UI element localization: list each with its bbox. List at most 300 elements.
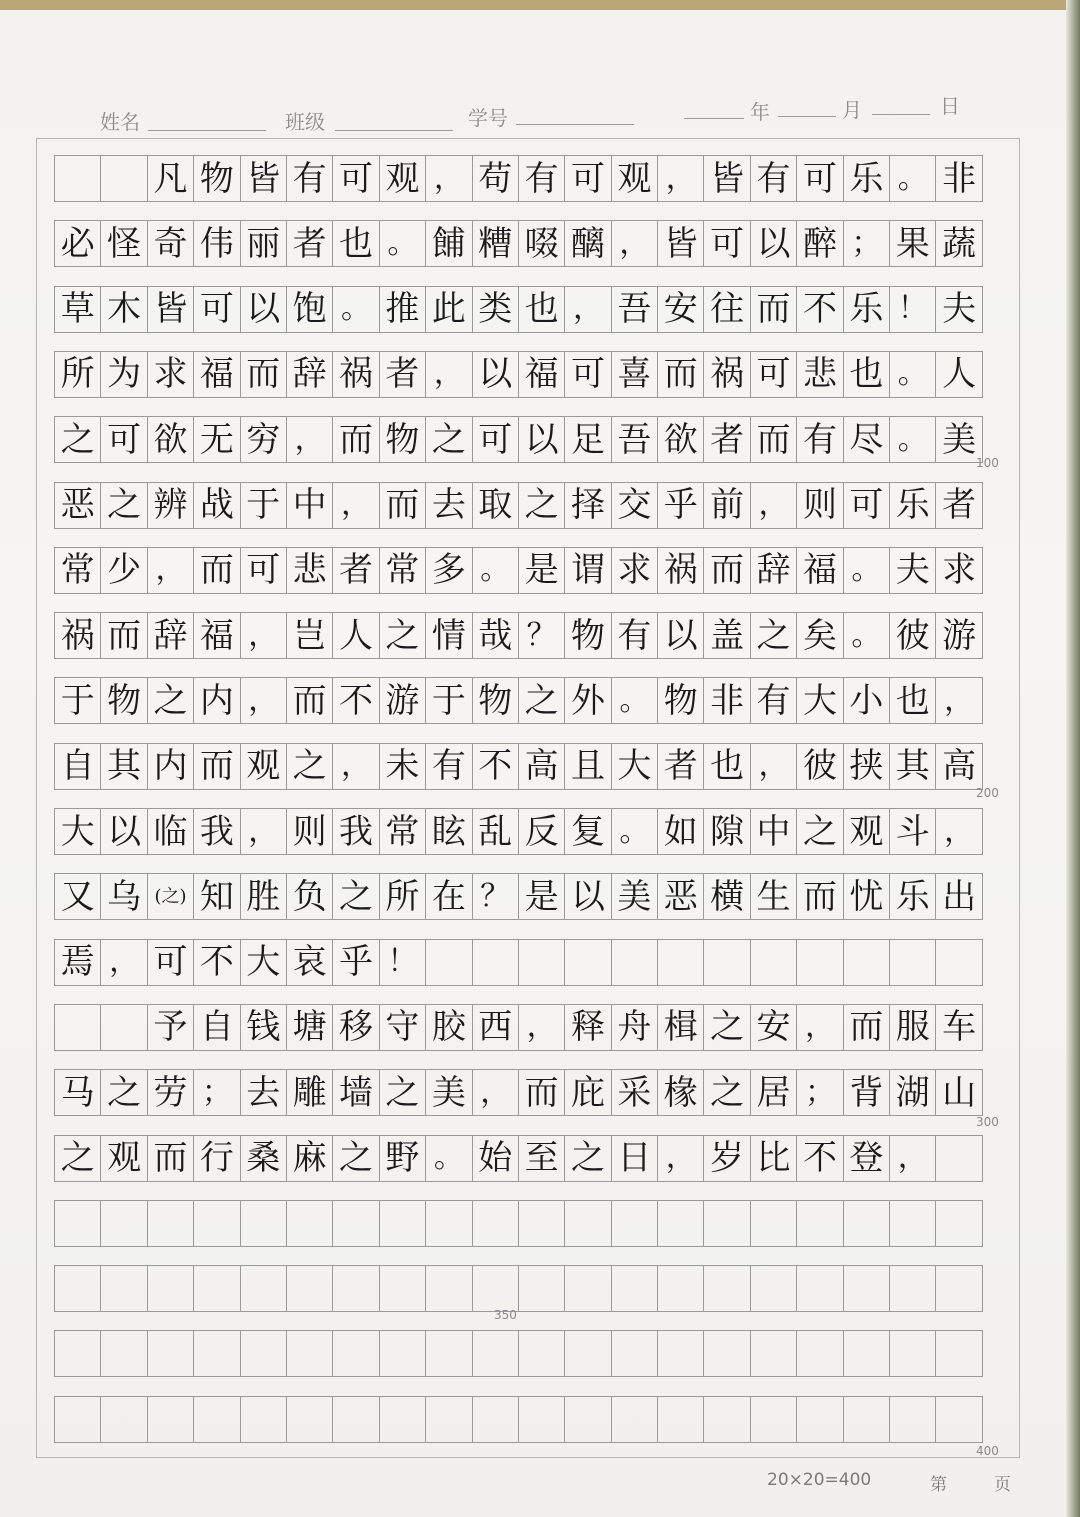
grid-cell: 夫 [935, 286, 982, 333]
grid-cell [286, 1265, 333, 1312]
grid-cell: 辞 [750, 547, 797, 594]
grid-cell: 福 [193, 351, 240, 398]
grid-cell: 者 [703, 416, 750, 463]
grid-cell: 。 [889, 351, 936, 398]
grid-cell: 高 [935, 743, 982, 790]
grid-cell [750, 1200, 797, 1247]
grid-cell: 可 [193, 286, 240, 333]
day-field-line [872, 114, 930, 115]
grid-cell: 乐 [843, 286, 890, 333]
grid-cell: 而 [147, 1135, 194, 1182]
grid-cell: 守 [379, 1004, 426, 1051]
grid-cell: 之 [518, 482, 565, 529]
grid-cell [100, 1330, 147, 1377]
grid-cell [472, 1396, 519, 1443]
grid-cell: 去 [240, 1069, 287, 1116]
grid-cell: 祸 [54, 612, 101, 659]
grid-cell: ， [240, 612, 287, 659]
grid-cell: 苟 [472, 155, 519, 202]
grid-cell: 内 [147, 743, 194, 790]
grid-cell [657, 1396, 704, 1443]
grid-cell: 。 [843, 612, 890, 659]
grid-cell: 可 [703, 220, 750, 267]
grid-cell: 之 [564, 1135, 611, 1182]
grid-cell: 吾 [611, 416, 658, 463]
grid-cell [147, 1330, 194, 1377]
grid-cell: ！ [379, 939, 426, 986]
student-id-field-line [516, 124, 634, 125]
grid-cell: 居 [750, 1069, 797, 1116]
grid-row [54, 1135, 1002, 1182]
grid-cell: 有 [796, 416, 843, 463]
grid-cell: 小 [843, 677, 890, 724]
grid-cell [518, 1200, 565, 1247]
grid-cell: 而 [100, 612, 147, 659]
grid-cell [796, 1200, 843, 1247]
grid-cell: 可 [100, 416, 147, 463]
grid-cell: 比 [750, 1135, 797, 1182]
grid-cell: 乎 [332, 939, 379, 986]
grid-cell: 物 [379, 416, 426, 463]
grid-cell: 观 [843, 808, 890, 855]
grid-cell: 大 [240, 939, 287, 986]
grid-cell [889, 1200, 936, 1247]
name-field-line [148, 130, 266, 131]
grid-cell [703, 1265, 750, 1312]
grid-cell: 而 [240, 351, 287, 398]
grid-cell: 福 [518, 351, 565, 398]
grid-cell: 横 [703, 873, 750, 920]
grid-cell: (之) [147, 873, 194, 920]
grid-cell: 物 [564, 612, 611, 659]
page-prefix: 第 [930, 1475, 947, 1495]
grid-cell: 岁 [703, 1135, 750, 1182]
grid-cell [843, 1330, 890, 1377]
grid-cell: 战 [193, 482, 240, 529]
grid-cell: 自 [54, 743, 101, 790]
grid-cell: 有 [750, 155, 797, 202]
grid-cell: 登 [843, 1135, 890, 1182]
grid-cell: 悲 [286, 547, 333, 594]
grid-cell: 餔 [425, 220, 472, 267]
grid-cell [564, 1265, 611, 1312]
grid-cell: 蔬 [935, 220, 982, 267]
grid-cell [889, 1396, 936, 1443]
grid-cell [935, 1135, 982, 1182]
grid-cell [564, 1396, 611, 1443]
grid-cell: 夫 [889, 547, 936, 594]
grid-cell: 是 [518, 547, 565, 594]
grid-cell: 雕 [286, 1069, 333, 1116]
grid-cell: 日 [611, 1135, 658, 1182]
grid-cell: ， [240, 677, 287, 724]
grid-cell [889, 939, 936, 986]
day-label: 日 [940, 94, 960, 118]
grid-cell [935, 1330, 982, 1377]
grid-cell: 推 [379, 286, 426, 333]
class-field-line [335, 130, 453, 131]
grid-cell: 啜 [518, 220, 565, 267]
grid-cell: 者 [657, 743, 704, 790]
grid-cell [472, 1330, 519, 1377]
grid-cell: 如 [657, 808, 704, 855]
grid-cell: 乐 [889, 873, 936, 920]
grid-cell [843, 1200, 890, 1247]
grid-cell: 负 [286, 873, 333, 920]
grid-cell: 草 [54, 286, 101, 333]
grid-row [54, 612, 1002, 659]
grid-cell: 恶 [54, 482, 101, 529]
grid-cell: 。 [889, 155, 936, 202]
grid-cell: 。 [425, 1135, 472, 1182]
grid-cell: ？ [518, 612, 565, 659]
grid-cell: 穷 [240, 416, 287, 463]
grid-cell [147, 1396, 194, 1443]
grid-cell [611, 1330, 658, 1377]
grid-cell [54, 155, 101, 202]
grid-cell: 以 [472, 351, 519, 398]
grid-cell: 安 [657, 286, 704, 333]
grid-cell: 游 [379, 677, 426, 724]
grid-cell: 果 [889, 220, 936, 267]
grid-cell: 欲 [657, 416, 704, 463]
grid-cell: ， [611, 220, 658, 267]
grid-cell: 于 [240, 482, 287, 529]
grid-cell [425, 1396, 472, 1443]
grid-cell: 未 [379, 743, 426, 790]
grid-cell [750, 1330, 797, 1377]
grid-cell: 而 [703, 547, 750, 594]
grid-cell: 祸 [657, 547, 704, 594]
grid-cell: 而 [518, 1069, 565, 1116]
counter-100: 100 [976, 456, 999, 470]
grid-cell: 不 [472, 743, 519, 790]
grid-cell: 常 [379, 808, 426, 855]
grid-cell: ， [935, 677, 982, 724]
grid-cell [425, 1265, 472, 1312]
grid-cell [657, 1330, 704, 1377]
grid-cell: 人 [935, 351, 982, 398]
grid-cell [703, 939, 750, 986]
grid-cell: 皆 [240, 155, 287, 202]
grid-cell [796, 1330, 843, 1377]
grid-cell: 糟 [472, 220, 519, 267]
year-label: 年 [750, 100, 770, 124]
grid-cell: 其 [100, 743, 147, 790]
grid-cell: 可 [564, 351, 611, 398]
grid-cell: 乌 [100, 873, 147, 920]
grid-cell: 谓 [564, 547, 611, 594]
grid-cell [472, 1265, 519, 1312]
grid-cell: 大 [54, 808, 101, 855]
grid-cell: 观 [240, 743, 287, 790]
grid-cell [54, 1265, 101, 1312]
grid-cell [193, 1396, 240, 1443]
grid-cell: 西 [472, 1004, 519, 1051]
grid-cell: 不 [332, 677, 379, 724]
grid-cell: 恶 [657, 873, 704, 920]
grid-cell [843, 1396, 890, 1443]
grid-cell: 而 [332, 416, 379, 463]
grid-cell: 以 [240, 286, 287, 333]
grid-row [54, 808, 1002, 855]
grid-row [54, 416, 1002, 463]
grid-cell: 可 [240, 547, 287, 594]
grid-cell [611, 1265, 658, 1312]
grid-cell [54, 1004, 101, 1051]
grid-cell [935, 1200, 982, 1247]
grid-cell: 之 [100, 482, 147, 529]
grid-cell: 必 [54, 220, 101, 267]
grid-cell: 胶 [425, 1004, 472, 1051]
grid-cell: 之 [425, 416, 472, 463]
grid-frame [36, 138, 1020, 1458]
grid-cell: 类 [472, 286, 519, 333]
grid-cell: 去 [425, 482, 472, 529]
grid-cell: 且 [564, 743, 611, 790]
grid-cell [518, 939, 565, 986]
grid-cell: 生 [750, 873, 797, 920]
grid-cell: ， [889, 1135, 936, 1182]
grid-cell: 。 [379, 220, 426, 267]
grid-cell: 求 [611, 547, 658, 594]
grid-cell: 之 [518, 677, 565, 724]
class-label: 班级 [285, 110, 325, 134]
grid-cell: ， [518, 1004, 565, 1051]
grid-cell [657, 1200, 704, 1247]
grid-cell: 常 [379, 547, 426, 594]
grid-cell: 物 [657, 677, 704, 724]
grid-cell: ！ [889, 286, 936, 333]
grid-cell: 高 [518, 743, 565, 790]
grid-cell [286, 1330, 333, 1377]
grid-cell: 湖 [889, 1069, 936, 1116]
grid-cell [240, 1265, 287, 1312]
grid-cell [564, 1200, 611, 1247]
grid-cell: 吾 [611, 286, 658, 333]
grid-cell [100, 1396, 147, 1443]
grid-row [54, 155, 1002, 202]
grid-cell: 有 [750, 677, 797, 724]
grid-cell: 前 [703, 482, 750, 529]
grid-cell: 皆 [703, 155, 750, 202]
grid-cell: 彼 [889, 612, 936, 659]
grid-cell: 采 [611, 1069, 658, 1116]
grid-cell: 此 [425, 286, 472, 333]
grid-cell: ； [193, 1069, 240, 1116]
grid-cell: 有 [425, 743, 472, 790]
grid-cell [472, 1200, 519, 1247]
grid-cell: ， [472, 1069, 519, 1116]
counter-300: 300 [976, 1115, 999, 1129]
grid-row [54, 873, 1002, 920]
grid-cell: 醉 [796, 220, 843, 267]
grid-cell [796, 1396, 843, 1443]
grid-cell: ， [796, 1004, 843, 1051]
grid-cell [379, 1396, 426, 1443]
grid-cell: 求 [147, 351, 194, 398]
grid-cell: 不 [796, 286, 843, 333]
grid-cell: 取 [472, 482, 519, 529]
grid-cell: 挟 [843, 743, 890, 790]
grid-cell: 是 [518, 873, 565, 920]
grid-cell [611, 939, 658, 986]
grid-cell: 内 [193, 677, 240, 724]
grid-cell: 。 [472, 547, 519, 594]
grid-cell: 木 [100, 286, 147, 333]
grid-cell: 大 [611, 743, 658, 790]
grid-cell: 至 [518, 1135, 565, 1182]
grid-cell: 而 [843, 1004, 890, 1051]
grid-cell: 情 [425, 612, 472, 659]
grid-cell: 哀 [286, 939, 333, 986]
grid-row [54, 351, 1002, 398]
grid-cell: 多 [425, 547, 472, 594]
grid-cell: 物 [193, 155, 240, 202]
grid-row [54, 1396, 1002, 1443]
grid-cell: ； [843, 220, 890, 267]
grid-cell: 哉 [472, 612, 519, 659]
grid-cell: 舟 [611, 1004, 658, 1051]
grid-cell: 马 [54, 1069, 101, 1116]
grid-cell: 中 [750, 808, 797, 855]
grid-cell: 也 [843, 351, 890, 398]
grid-cell: 其 [889, 743, 936, 790]
grid-cell [240, 1330, 287, 1377]
grid-row [54, 677, 1002, 724]
grid-cell: 车 [935, 1004, 982, 1051]
grid-cell [935, 1265, 982, 1312]
month-field-line [778, 116, 836, 117]
grid-cell: 盖 [703, 612, 750, 659]
grid-cell: 可 [332, 155, 379, 202]
grid-cell: 祸 [332, 351, 379, 398]
grid-cell [657, 1265, 704, 1312]
grid-cell: ； [796, 1069, 843, 1116]
grid-cell: 矣 [796, 612, 843, 659]
grid-cell: 自 [193, 1004, 240, 1051]
grid-cell: ， [332, 482, 379, 529]
grid-cell: 。 [889, 416, 936, 463]
grid-cell: ， [147, 547, 194, 594]
grid-cell [54, 1330, 101, 1377]
grid-cell: 乐 [889, 482, 936, 529]
grid-cell: 墙 [332, 1069, 379, 1116]
grid-cell [147, 1265, 194, 1312]
grid-cell [796, 1265, 843, 1312]
grid-cell: 释 [564, 1004, 611, 1051]
grid-cell: 以 [518, 416, 565, 463]
grid-cell: 我 [332, 808, 379, 855]
grid-cell: 楫 [657, 1004, 704, 1051]
grid-cell: 喜 [611, 351, 658, 398]
grid-cell: 可 [796, 155, 843, 202]
grid-cell: 钱 [240, 1004, 287, 1051]
grid-capacity: 20×20=400 [767, 1470, 872, 1490]
grid-cell: 之 [100, 1069, 147, 1116]
grid-cell: 背 [843, 1069, 890, 1116]
grid-cell: 以 [100, 808, 147, 855]
grid-row [54, 1200, 1002, 1247]
grid-cell: 可 [147, 939, 194, 986]
grid-cell [703, 1396, 750, 1443]
grid-cell: 醨 [564, 220, 611, 267]
grid-cell: ， [657, 1135, 704, 1182]
grid-cell [703, 1330, 750, 1377]
grid-cell: 之 [286, 743, 333, 790]
grid-row [54, 1330, 1002, 1377]
grid-cell [332, 1330, 379, 1377]
name-label: 姓名 [100, 110, 140, 134]
grid-cell: 物 [472, 677, 519, 724]
grid-cell [935, 939, 982, 986]
grid-cell: 而 [796, 873, 843, 920]
grid-cell: 在 [425, 873, 472, 920]
grid-cell: 者 [935, 482, 982, 529]
grid-cell [240, 1200, 287, 1247]
grid-cell: 美 [611, 873, 658, 920]
grid-cell: 所 [54, 351, 101, 398]
grid-cell: 山 [935, 1069, 982, 1116]
grid-cell: 外 [564, 677, 611, 724]
grid-cell: 悲 [796, 351, 843, 398]
grid-row [54, 1265, 1002, 1312]
grid-cell: 非 [935, 155, 982, 202]
grid-cell [796, 939, 843, 986]
grid-cell: 伟 [193, 220, 240, 267]
grid-cell [518, 1330, 565, 1377]
grid-cell: 大 [796, 677, 843, 724]
grid-cell: 也 [889, 677, 936, 724]
grid-cell: 而 [379, 482, 426, 529]
grid-cell: 欲 [147, 416, 194, 463]
grid-cell: ， [935, 808, 982, 855]
grid-cell: 者 [286, 220, 333, 267]
grid-cell: 我 [193, 808, 240, 855]
grid-cell [100, 1200, 147, 1247]
grid-cell: 游 [935, 612, 982, 659]
grid-cell: 美 [935, 416, 982, 463]
grid-cell: 之 [332, 1135, 379, 1182]
grid-cell: 凡 [147, 155, 194, 202]
grid-cell [750, 1265, 797, 1312]
grid-cell [100, 1265, 147, 1312]
grid-cell [843, 939, 890, 986]
grid-cell: 足 [564, 416, 611, 463]
grid-cell: 怪 [100, 220, 147, 267]
grid-cell: 反 [518, 808, 565, 855]
grid-cell: 也 [332, 220, 379, 267]
grid-cell: ， [750, 743, 797, 790]
grid-cell: 不 [796, 1135, 843, 1182]
grid-cell: 野 [379, 1135, 426, 1182]
grid-cell: 复 [564, 808, 611, 855]
grid-cell: 不 [193, 939, 240, 986]
grid-cell: 福 [796, 547, 843, 594]
grid-cell: 饱 [286, 286, 333, 333]
grid-cell: 非 [703, 677, 750, 724]
grid-cell: 移 [332, 1004, 379, 1051]
grid-cell: 隙 [703, 808, 750, 855]
grid-cell: 者 [332, 547, 379, 594]
grid-cell: 可 [564, 155, 611, 202]
grid-cell: 乐 [843, 155, 890, 202]
grid-cell: 之 [54, 416, 101, 463]
grid-cell: 塘 [286, 1004, 333, 1051]
grid-cell [564, 1330, 611, 1377]
grid-cell: 观 [379, 155, 426, 202]
grid-cell: 之 [379, 1069, 426, 1116]
